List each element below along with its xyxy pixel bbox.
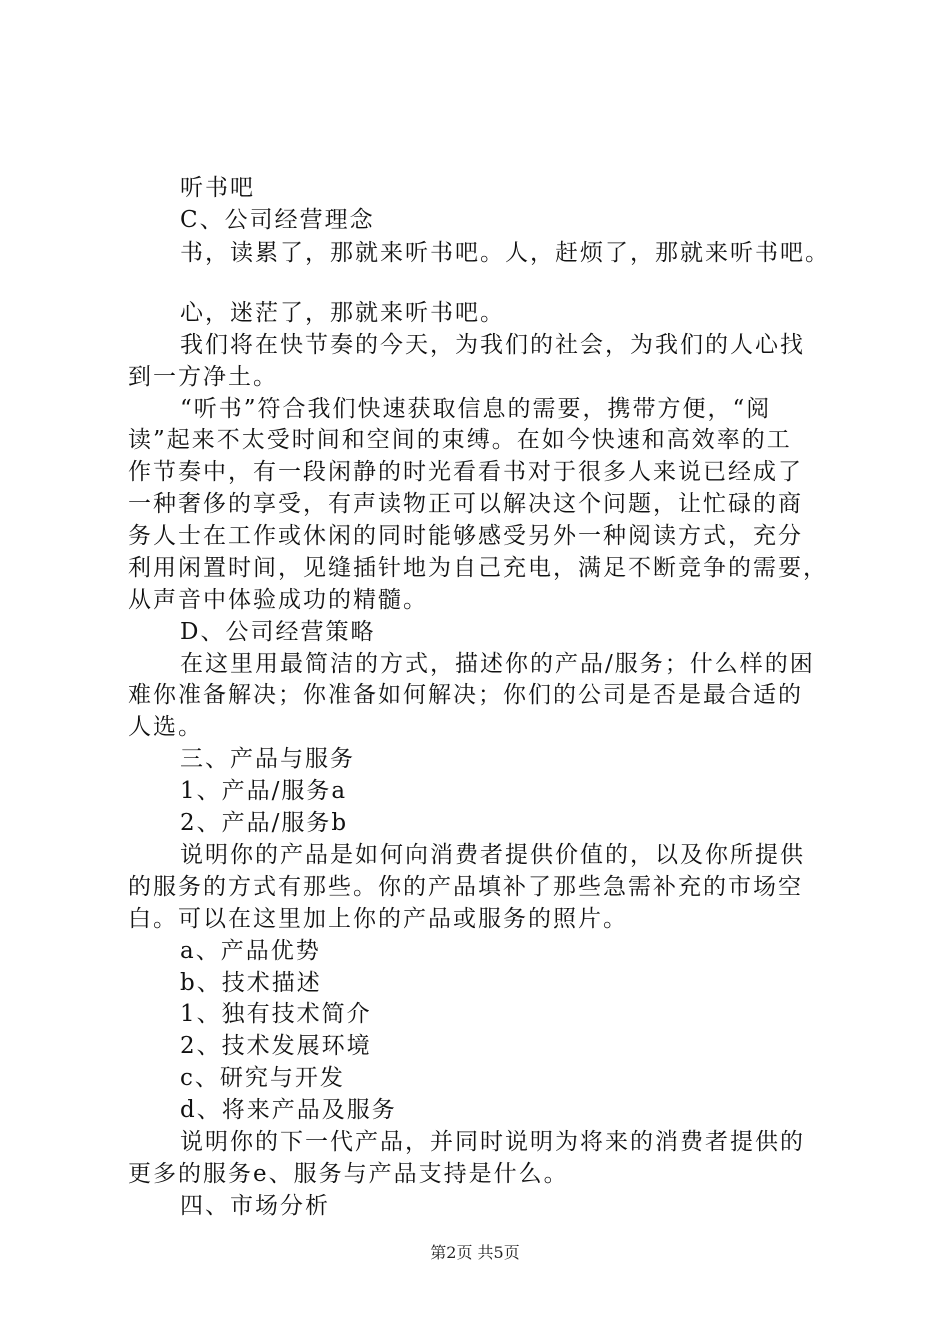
text-line: 读”起来不太受时间和空间的束缚。在如今快速和高效率的工: [128, 427, 792, 453]
list-item: a、产品优势: [180, 938, 321, 964]
text-line: 务人士在工作或休闲的同时能够感受另外一种阅读方式，充分: [128, 523, 803, 549]
text-line: 说明你的下一代产品，并同时说明为将来的消费者提供的: [180, 1129, 805, 1155]
text-line: 心，迷茫了，那就来听书吧。: [180, 300, 505, 326]
section-heading: D、公司经营策略: [180, 619, 376, 645]
text-line: 的服务的方式有那些。你的产品填补了那些急需补充的市场空: [128, 874, 803, 900]
section-heading: 三、产品与服务: [180, 746, 355, 772]
text-line: 更多的服务e、服务与产品支持是什么。: [128, 1161, 569, 1187]
text-line: “听书”符合我们快速获取信息的需要，携带方便，“阅: [180, 396, 772, 422]
text-line: 我们将在快节奏的今天，为我们的社会，为我们的人心找: [180, 332, 805, 358]
list-item: 2、技术发展环境: [180, 1033, 372, 1059]
text-line: 白。可以在这里加上你的产品或服务的照片。: [128, 906, 628, 932]
text-line: 一种奢侈的享受，有声读物正可以解决这个问题，让忙碌的商: [128, 491, 803, 517]
list-item: c、研究与开发: [180, 1065, 345, 1091]
list-item: 1、产品/服务a: [180, 778, 348, 804]
list-item: b、技术描述: [180, 970, 322, 996]
text-line: 利用闲置时间，见缝插针地为自己充电，满足不断竞争的需要，: [128, 555, 828, 581]
text-line: 到一方净土。: [128, 364, 278, 390]
text-line: 书，读累了，那就来听书吧。人，赶烦了，那就来听书吧。: [180, 240, 830, 266]
list-item: d、将来产品及服务: [180, 1097, 397, 1123]
section-heading: C、公司经营理念: [180, 207, 375, 233]
text-line: 人选。: [128, 714, 203, 740]
text-line: 在这里用最简洁的方式，描述你的产品/服务；什么样的困: [180, 651, 815, 677]
text-line: 听书吧: [180, 175, 255, 201]
text-line: 难你准备解决；你准备如何解决；你们的公司是否是最合适的: [128, 682, 803, 708]
text-line: 从声音中体验成功的精髓。: [128, 587, 428, 613]
text-line: 作节奏中，有一段闲静的时光看看书对于很多人来说已经成了: [128, 459, 803, 485]
list-item: 2、产品/服务b: [180, 810, 349, 836]
list-item: 1、独有技术简介: [180, 1001, 372, 1027]
page-number-footer: 第2页 共5页: [430, 1243, 520, 1262]
section-heading: 四、市场分析: [180, 1193, 330, 1219]
text-line: 说明你的产品是如何向消费者提供价值的，以及你所提供: [180, 842, 805, 868]
